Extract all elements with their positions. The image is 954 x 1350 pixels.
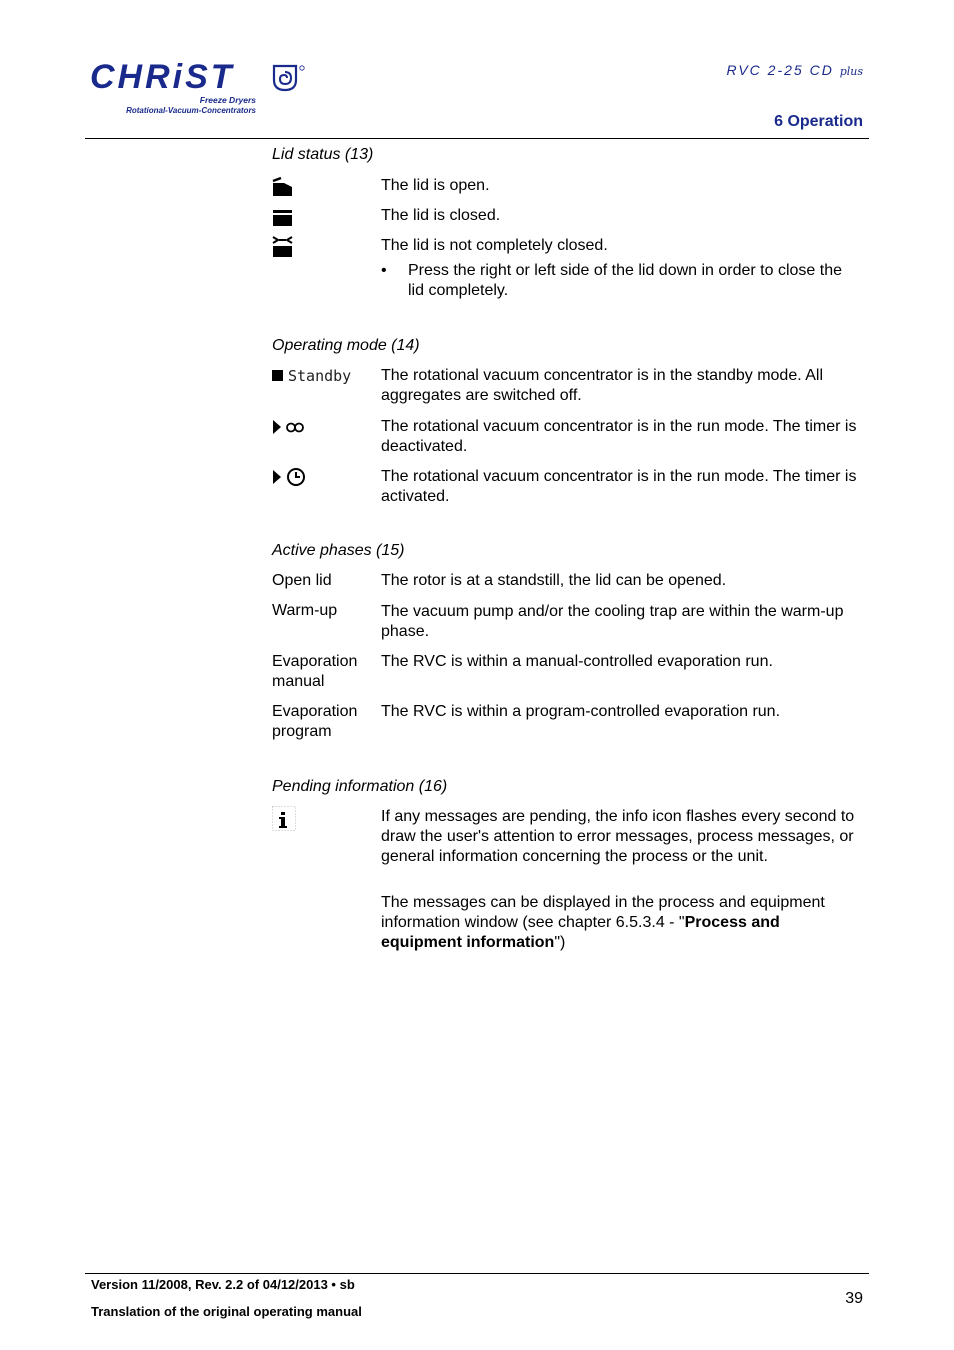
lid-not-closed-icon [272,236,294,263]
operating-mode-heading: Operating mode (14) [272,337,420,354]
model-name: RVC 2-25 CD plus [726,62,863,78]
logo-subtitle-rvc: Rotational-Vacuum-Concentrators [126,106,256,115]
active-phases-heading: Active phases (15) [272,542,405,559]
phase-desc-open-lid: The rotor is at a standstill, the lid can be opened. [381,572,727,589]
section-title: 6 Operation [774,113,863,130]
lid-closed-icon [272,208,294,233]
run-infinite-icon [272,419,308,440]
lid-open-text: The lid is open. [381,177,490,194]
standby-mode-text: The rotational vacuum concentrator is in the standby mode. All aggregates are switched off. [381,367,824,404]
phase-term-evap-program: Evaporation program [272,703,358,740]
pending-info-heading: Pending information (16) [272,778,448,795]
lid-closed-text: The lid is closed. [381,207,501,224]
pending-info-para2: The messages can be displayed in the process and equipment information window (see chapter 6.5.3.4 - "Process and equipment information") [381,894,825,951]
header-rule [85,138,869,139]
bullet-symbol: • [381,262,387,279]
standby-label: Standby [288,367,352,385]
christ-logo-mark-icon [272,64,306,97]
lid-status-heading: Lid status (13) [272,146,374,163]
phase-term-open-lid: Open lid [272,572,332,589]
chapter-reference: Process and equipment information [381,914,780,951]
lid-open-icon [272,176,294,203]
christ-logo-text: CHRiST [90,58,235,96]
footer-translation: Translation of the original operating manual [91,1304,362,1319]
phase-term-evap-manual: Evaporation manual [272,653,358,690]
phase-desc-evap-manual: The RVC is within a manual-controlled evaporation run. [381,653,773,670]
lid-not-closed-text: The lid is not completely closed. [381,237,608,254]
run-timer-icon [272,467,308,494]
run-timer-text: The rotational vacuum concentrator is in the run mode. The timer is activated. [381,468,857,505]
phase-term-warm-up: Warm-up [272,602,338,619]
pending-info-para1: If any messages are pending, the info icon flashes every second to draw the user's attention to error messages, process messages, or general information concerning the process or the unit. [381,808,855,865]
page-number: 39 [845,1290,863,1307]
logo-subtitle-freeze-dryers: Freeze Dryers [199,95,256,105]
info-icon [272,806,298,837]
footer-version: Version 11/2008, Rev. 2.2 of 04/12/2013 • sb [91,1277,355,1292]
phase-desc-evap-program: The RVC is within a program-controlled evaporation run. [381,703,781,720]
footer-rule [85,1273,869,1274]
lid-bullet-text: Press the right or left side of the lid down in order to close the lid completely. [408,262,843,299]
run-infinite-text: The rotational vacuum concentrator is in the run mode. The timer is deactivated. [381,418,857,455]
standby-icon [272,366,351,386]
phase-desc-warm-up: The vacuum pump and/or the cooling trap are within the warm-up phase. [381,603,844,640]
